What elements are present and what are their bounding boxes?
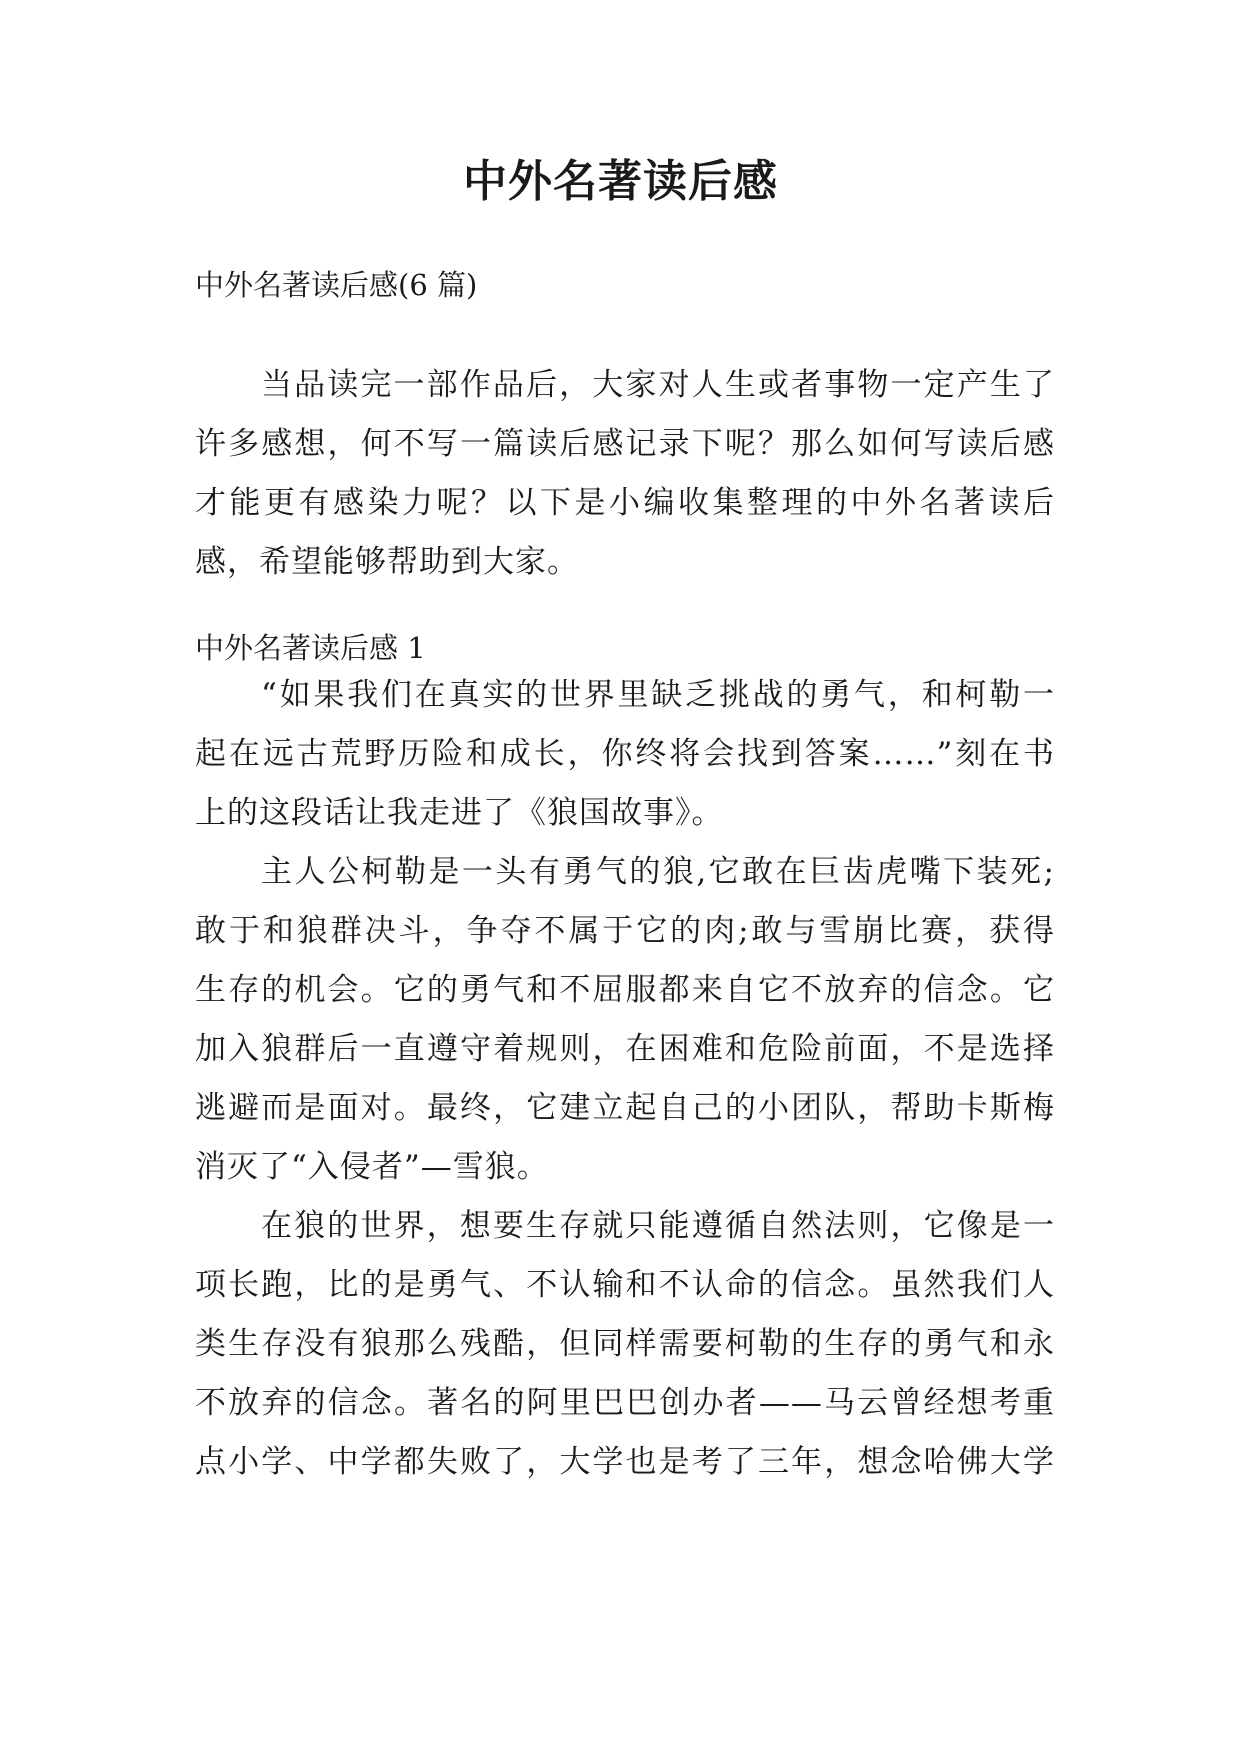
document-subtitle: 中外名著读后感(6 篇) bbox=[195, 268, 478, 302]
section1-body bbox=[195, 666, 1055, 1492]
intro-line: 感，希望能够帮助到大家。 bbox=[195, 544, 579, 580]
paragraph-line: 主人公柯勒是一头有勇气的狼,它敢在巨齿虎嘴下装死; bbox=[261, 854, 1055, 890]
paragraph-line: 项长跑，比的是勇气、不认输和不认命的信念。虽然我们人 bbox=[195, 1267, 1055, 1303]
intro-line: 许多感想，何不写一篇读后感记录下呢？那么如何写读后感 bbox=[195, 426, 1055, 462]
paragraph-line: 在狼的世界，想要生存就只能遵循自然法则，它像是一 bbox=[261, 1208, 1055, 1244]
paragraph-line: 加入狼群后一直遵守着规则，在困难和危险前面，不是选择 bbox=[195, 1031, 1055, 1067]
paragraph-line: 点小学、中学都失败了，大学也是考了三年，想念哈佛大学 bbox=[195, 1444, 1055, 1480]
paragraph-line: 生存的机会。它的勇气和不屈服都来自它不放弃的信念。它 bbox=[195, 972, 1055, 1008]
section-heading: 中外名著读后感 1 bbox=[195, 631, 426, 665]
paragraph-line: 逃避而是面对。最终，它建立起自己的小团队，帮助卡斯梅 bbox=[195, 1090, 1055, 1126]
intro-line: 才能更有感染力呢？以下是小编收集整理的中外名著读后 bbox=[195, 485, 1055, 521]
paragraph-line: “如果我们在真实的世界里缺乏挑战的勇气，和柯勒一 bbox=[261, 677, 1055, 713]
paragraph-line: 敢于和狼群决斗，争夺不属于它的肉;敢与雪崩比赛，获得 bbox=[195, 913, 1055, 949]
paragraph-line: 起在远古荒野历险和成长，你终将会找到答案……”刻在书 bbox=[195, 736, 1055, 772]
paragraph-line: 上的这段话让我走进了《狼国故事》。 bbox=[195, 795, 724, 831]
paragraph-line: 消灭了“入侵者”—雪狼。 bbox=[195, 1149, 549, 1185]
paragraph-line: 类生存没有狼那么残酷，但同样需要柯勒的生存的勇气和永 bbox=[195, 1326, 1055, 1362]
document-title: 中外名著读后感 bbox=[463, 156, 778, 207]
intro-paragraph bbox=[195, 356, 1055, 592]
intro-line: 当品读完一部作品后，大家对人生或者事物一定产生了 bbox=[261, 367, 1055, 403]
paragraph-line: 不放弃的信念。著名的阿里巴巴创办者——马云曾经想考重 bbox=[195, 1385, 1055, 1421]
